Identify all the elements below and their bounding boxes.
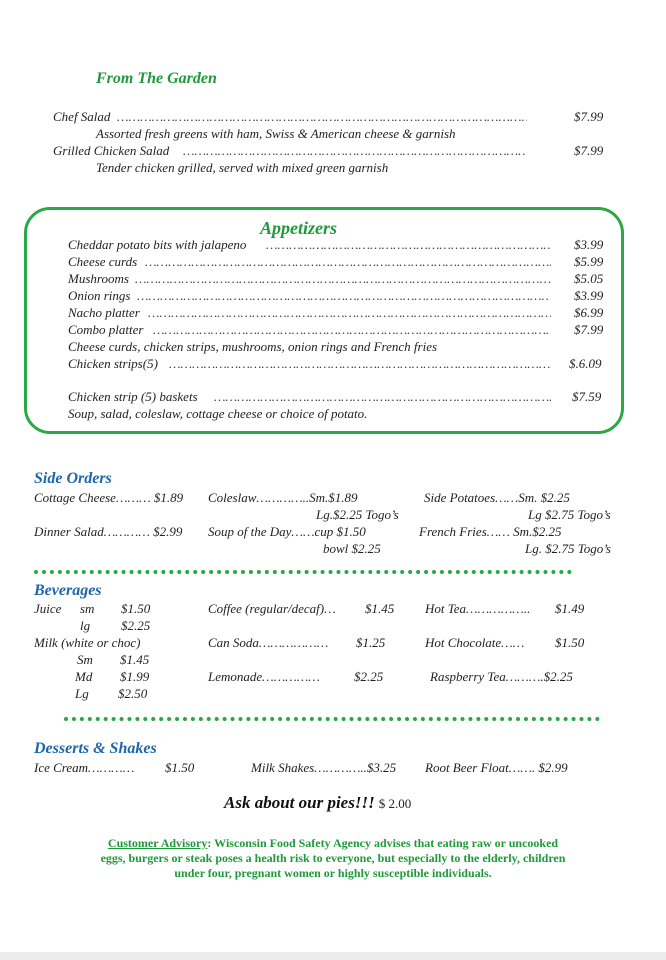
side-french-fries-large: Lg. $2.75 Togo’s — [525, 541, 611, 556]
bev-milk-lg: Lg — [75, 686, 89, 701]
side-soup-bowl: bowl $2.25 — [323, 541, 381, 556]
side-soup-of-the-day: Soup of the Day……cup $1.50 — [208, 524, 366, 539]
bev-hot-tea: Hot Tea…………….. — [425, 601, 531, 616]
bev-milk-sm-price: $1.45 — [120, 652, 150, 667]
side-potatoes-large: Lg $2.75 Togo’s — [528, 507, 611, 522]
side-potatoes: Side Potatoes……Sm. $2.25 — [424, 490, 570, 505]
bev-juice: Juice — [34, 601, 62, 616]
section-title-garden: From The Garden — [96, 70, 217, 87]
item-mushrooms: Mushrooms — [68, 271, 129, 286]
price-mushrooms: $5.05 — [574, 271, 604, 286]
item-grilled-chicken-salad: Grilled Chicken Salad — [53, 143, 170, 158]
bev-lemonade-price: $2.25 — [354, 669, 384, 684]
leader-dots — [145, 254, 551, 270]
price-grilled-chicken-salad: $7.99 — [574, 143, 604, 158]
price-chicken-strips: $.6.09 — [569, 356, 602, 371]
leader-dots — [117, 109, 527, 125]
price-onion-rings: $3.99 — [574, 288, 604, 303]
price-chef-salad: $7.99 — [574, 109, 604, 124]
desc-chicken-strip-baskets: Soup, salad, coleslaw, cottage cheese or choice of potato. — [68, 406, 368, 421]
leader-dots — [183, 143, 527, 159]
bev-juice-sm-price: $1.50 — [121, 601, 151, 616]
dotted-separator — [34, 570, 572, 574]
side-coleslaw: Coleslaw…………..Sm.$1.89 — [208, 490, 358, 505]
dotted-separator — [64, 717, 600, 721]
item-nacho-platter: Nacho platter — [68, 305, 140, 320]
leader-dots — [148, 305, 551, 321]
bev-can-soda: Can Soda……………… — [208, 635, 329, 650]
pies-text: Ask about our pies!!! — [224, 793, 375, 812]
price-combo-platter: $7.99 — [574, 322, 604, 337]
item-cheese-curds: Cheese curds — [68, 254, 138, 269]
bev-raspberry-tea: Raspberry Tea……….$2.25 — [430, 669, 573, 684]
item-chicken-strip-baskets: Chicken strip (5) baskets — [68, 389, 198, 404]
leader-dots — [169, 356, 551, 372]
item-cheddar-potato-bits: Cheddar potato bits with jalapeno — [68, 237, 247, 252]
side-coleslaw-large: Lg.$2.25 Togo’s — [316, 507, 399, 522]
bev-juice-lg-price: $2.25 — [121, 618, 151, 633]
section-title-beverages: Beverages — [34, 582, 102, 599]
section-title-desserts: Desserts & Shakes — [34, 740, 157, 757]
leader-dots — [266, 237, 551, 253]
bev-milk-lg-price: $2.50 — [118, 686, 148, 701]
bev-milk-md-price: $1.99 — [120, 669, 150, 684]
price-cheese-curds: $5.99 — [574, 254, 604, 269]
dessert-milk-shakes: Milk Shakes…………..$3.25 — [251, 760, 397, 775]
bev-hot-tea-price: $1.49 — [555, 601, 585, 616]
bev-milk: Milk (white or choc) — [34, 635, 141, 650]
advisory-text: : Wisconsin Food Safety Agency advises that eating raw or uncooked eggs, burgers or steak poses a health risk to everyone, but especially to the elderly, children under four, pregnant women or highly susceptible individuals. — [100, 836, 566, 880]
pies-callout — [224, 793, 411, 813]
side-dinner-salad: Dinner Salad………… $2.99 — [34, 524, 183, 539]
leader-dots — [135, 271, 551, 287]
leader-dots — [214, 389, 551, 405]
section-title-side-orders: Side Orders — [34, 470, 112, 487]
leader-dots — [153, 322, 551, 338]
dessert-ice-cream: Ice Cream………… — [34, 760, 135, 775]
bev-juice-sm: sm — [80, 601, 95, 616]
item-chef-salad: Chef Salad — [53, 109, 111, 124]
dessert-ice-cream-price: $1.50 — [165, 760, 195, 775]
bev-lemonade: Lemonade…………… — [208, 669, 320, 684]
advisory-label: Customer Advisory — [107, 836, 208, 850]
bev-milk-md: Md — [75, 669, 93, 684]
dessert-root-beer-float: Root Beer Float……. $2.99 — [425, 760, 568, 775]
item-onion-rings: Onion rings — [68, 288, 131, 303]
bev-milk-sm: Sm — [77, 652, 93, 667]
desc-combo-platter: Cheese curds, chicken strips, mushrooms, onion rings and French fries — [68, 339, 438, 354]
side-french-fries: French Fries…… Sm.$2.25 — [419, 524, 562, 539]
desc-grilled-chicken-salad: Tender chicken grilled, served with mixed green garnish — [96, 160, 389, 175]
section-title-appetizers: Appetizers — [260, 218, 338, 238]
bev-hot-chocolate-price: $1.50 — [555, 635, 585, 650]
price-cheddar-potato-bits: $3.99 — [574, 237, 604, 252]
bev-juice-lg: lg — [80, 618, 91, 633]
item-chicken-strips: Chicken strips(5) — [68, 356, 158, 371]
side-cottage-cheese: Cottage Cheese……… $1.89 — [34, 490, 184, 505]
bev-coffee-price: $1.45 — [365, 601, 395, 616]
price-chicken-strip-baskets: $7.59 — [572, 389, 602, 404]
bottom-bar — [0, 952, 666, 960]
bev-can-soda-price: $1.25 — [356, 635, 386, 650]
bev-coffee: Coffee (regular/decaf)… — [208, 601, 336, 616]
customer-advisory — [100, 836, 566, 881]
bev-hot-chocolate: Hot Chocolate…… — [425, 635, 525, 650]
pies-price: $ 2.00 — [378, 796, 412, 811]
item-combo-platter: Combo platter — [68, 322, 144, 337]
desc-chef-salad: Assorted fresh greens with ham, Swiss & American cheese & garnish — [96, 126, 456, 141]
leader-dots — [137, 288, 551, 304]
price-nacho-platter: $6.99 — [574, 305, 604, 320]
